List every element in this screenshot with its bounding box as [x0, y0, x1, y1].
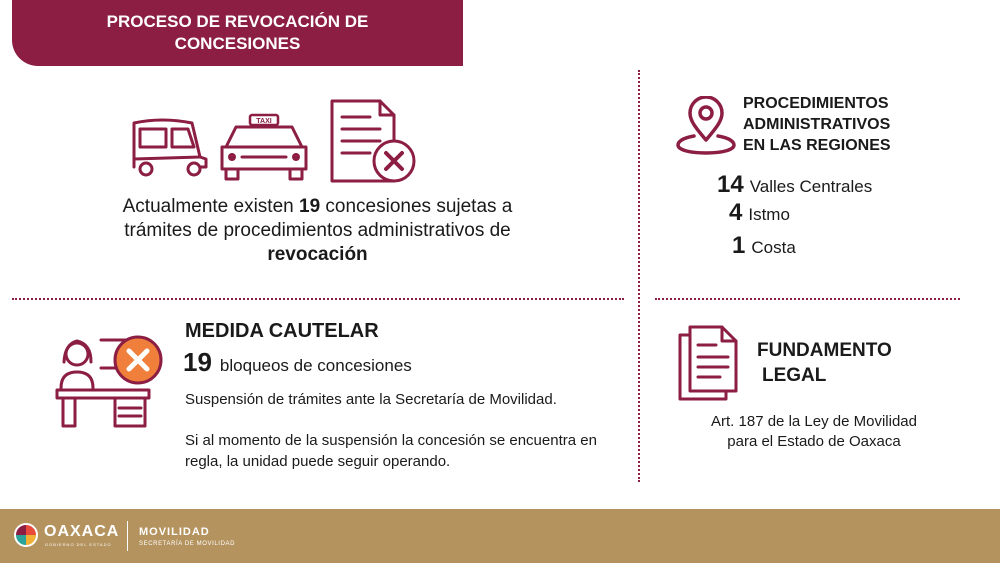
- regions-title-line1: PROCEDIMIENTOS: [743, 95, 889, 112]
- oaxaca-logo-name: OAXACA: [44, 523, 120, 540]
- footer: [0, 509, 1000, 563]
- medida-text-operation: Si al momento de la suspensión la concesión se encuentra en regla, la unidad puede seguir operando.: [185, 432, 597, 470]
- region-name: Valles Centrales: [749, 177, 873, 196]
- legal-document-icon: [676, 325, 740, 401]
- intro-count: 19: [299, 196, 321, 217]
- fundamento-title-line1: FUNDAMENTO: [757, 340, 892, 361]
- fundamento-text-line1: Art. 187 de la Ley de Movilidad: [711, 413, 917, 430]
- page-title-line1: PROCESO DE REVOCACIÓN DE: [106, 12, 369, 31]
- regions-title-line3: EN LAS REGIONES: [743, 137, 891, 154]
- blocked-office-icon: [55, 332, 167, 430]
- document-cancel-icon: [330, 99, 418, 187]
- oaxaca-emblem-icon: [14, 523, 38, 547]
- region-row: [729, 199, 790, 227]
- fundamento-title: [757, 338, 892, 388]
- intro-line2: trámites de procedimientos administrativos de: [124, 220, 511, 241]
- region-count: 14: [717, 171, 744, 198]
- region-count: 4: [729, 199, 743, 226]
- logo-separator: [127, 521, 128, 551]
- medida-text-suspension: Suspensión de trámites ante la Secretaría de Movilidad.: [185, 391, 557, 408]
- taxi-sign-label: TAXI: [256, 118, 272, 125]
- medida-count-row: [183, 347, 412, 378]
- oaxaca-logo-sub: GOBIERNO DEL ESTADO: [45, 542, 112, 547]
- location-pin-icon: [676, 96, 736, 156]
- movilidad-logo-name: MOVILIDAD: [139, 526, 210, 538]
- title-banner: [12, 0, 463, 66]
- region-row: [717, 171, 872, 199]
- region-name: Istmo: [748, 205, 790, 224]
- fundamento-text: [683, 412, 945, 452]
- region-name: Costa: [751, 238, 796, 257]
- medida-count-label: bloqueos de concesiones: [219, 356, 412, 375]
- intro-line1-post: concesiones sujetas a: [320, 196, 513, 217]
- regions-title: [743, 93, 891, 156]
- fundamento-title-line2: LEGAL: [762, 365, 827, 386]
- page-title-line2: CONCESIONES: [174, 34, 301, 53]
- region-count: 1: [732, 232, 746, 259]
- regions-title-line2: ADMINISTRATIVOS: [743, 116, 891, 133]
- fundamento-text-line2: para el Estado de Oaxaca: [727, 433, 901, 450]
- region-row: [732, 232, 796, 260]
- medida-title: MEDIDA CAUTELAR: [185, 320, 379, 342]
- intro-text: [60, 195, 575, 267]
- horizontal-divider-right: [655, 298, 960, 300]
- intro-line3: revocación: [267, 244, 368, 265]
- horizontal-divider-left: [12, 298, 624, 300]
- movilidad-logo-sub: SECRETARÍA DE MOVILIDAD: [139, 541, 236, 547]
- vertical-divider: [638, 70, 640, 482]
- medida-count: 19: [183, 347, 212, 377]
- intro-line1-pre: Actualmente existen: [122, 196, 299, 217]
- mototaxi-icon: [130, 117, 210, 179]
- taxi-icon: [218, 113, 310, 185]
